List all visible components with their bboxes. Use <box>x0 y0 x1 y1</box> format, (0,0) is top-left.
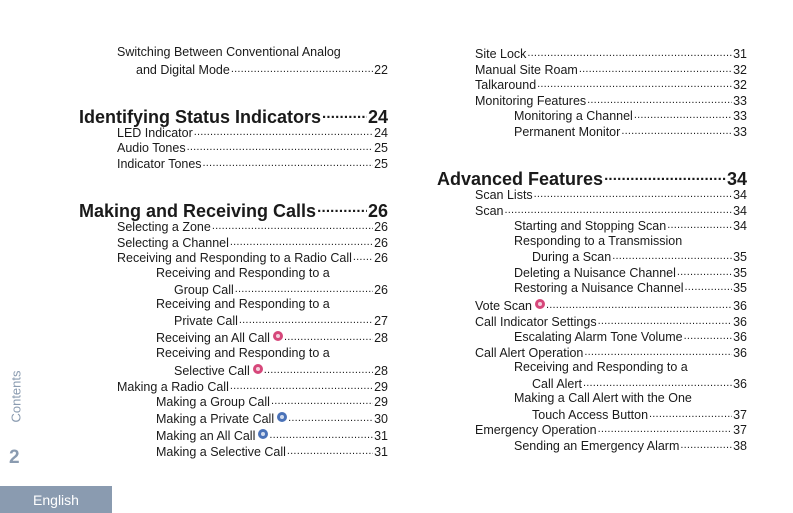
toc-label: Call Alert Operation <box>475 346 584 360</box>
leader-dots <box>284 330 373 345</box>
toc-entry-vote-scan[interactable] <box>475 298 747 314</box>
toc-label: Talkaround <box>475 78 537 92</box>
toc-label: Selecting a Zone <box>117 220 211 234</box>
leader-dots <box>587 93 732 108</box>
toc-entry-restoring-nuisance[interactable] <box>514 280 747 296</box>
page-number: 34 <box>733 219 747 233</box>
leader-dots <box>621 124 732 139</box>
toc-entry-call-alert-operation[interactable] <box>475 345 747 361</box>
page-number: 36 <box>733 346 747 360</box>
toc-label <box>156 412 287 427</box>
page-number: 24 <box>374 126 388 140</box>
toc-label: Monitoring Features <box>475 94 587 108</box>
toc-label: Deleting a Nuisance Channel <box>514 266 676 280</box>
language-tab[interactable]: English <box>0 486 112 513</box>
leader-dots <box>231 62 373 77</box>
toc-entry-start-stop-scan[interactable] <box>514 218 747 234</box>
toc-label-text: Making a Private Call <box>156 412 275 426</box>
page-number: 31 <box>733 47 747 61</box>
leader-dots <box>537 77 732 92</box>
toc-entry-switching[interactable] <box>136 62 388 78</box>
leader-dots <box>230 235 373 250</box>
section-label <box>2 366 30 426</box>
page-number: 22 <box>374 63 388 77</box>
leader-dots <box>230 379 373 394</box>
blue-feature-icon <box>258 429 268 439</box>
toc-entry-receiving-all-call[interactable] <box>156 330 388 346</box>
page-number: 27 <box>374 314 388 328</box>
toc-entry-manual-site-roam[interactable] <box>475 62 747 78</box>
toc-label: Manual Site Roam <box>475 63 578 77</box>
toc-label: Group Call <box>174 283 234 297</box>
leader-dots <box>203 156 374 171</box>
page-number: 35 <box>733 281 747 295</box>
toc-entry-talkaround[interactable] <box>475 77 747 93</box>
toc-entry-receiving-radio-call[interactable] <box>117 250 388 266</box>
page-number: 32 <box>733 78 747 92</box>
toc-label: Site Lock <box>475 47 527 61</box>
toc-entry-selecting-zone[interactable] <box>117 219 388 235</box>
page-number: 38 <box>733 439 747 453</box>
leader-dots <box>187 140 374 155</box>
toc-label: Receiving and Responding to a Radio Call <box>117 251 352 265</box>
leader-dots <box>598 422 733 437</box>
leader-dots <box>667 218 732 233</box>
toc-entry-call-indicator-settings[interactable] <box>475 314 747 330</box>
toc-entry-selecting-channel[interactable] <box>117 235 388 251</box>
toc-entry-call-alert-recv[interactable] <box>532 376 747 392</box>
toc-entry-permanent-monitor[interactable] <box>514 124 747 140</box>
heading-title: Advanced Features <box>437 169 604 189</box>
page-number: 26 <box>374 220 388 234</box>
toc-label: Monitoring a Channel <box>514 109 633 123</box>
toc-label: Selecting a Channel <box>117 236 229 250</box>
leader-dots <box>287 444 373 459</box>
toc-entry-group-call-line1[interactable]: Receiving and Responding to a <box>156 266 330 280</box>
leader-dots <box>239 313 373 328</box>
toc-label: LED Indicator <box>117 126 193 140</box>
toc-entry-monitoring-features[interactable] <box>475 93 747 109</box>
page-number: 26 <box>374 236 388 250</box>
page-number: 29 <box>374 380 388 394</box>
toc-label: Restoring a Nuisance Channel <box>514 281 684 295</box>
toc-entry-responding-transmission[interactable] <box>532 249 747 265</box>
toc-entry-audio-tones[interactable] <box>117 140 388 156</box>
leader-dots <box>598 314 733 329</box>
toc-entry-emergency-alarm[interactable] <box>514 438 747 454</box>
toc-entry-selective-call-recv[interactable] <box>174 363 388 379</box>
leader-dots <box>322 103 367 125</box>
toc-entry-call-alert-make[interactable] <box>532 407 747 423</box>
leader-dots <box>677 265 732 280</box>
toc-label <box>156 429 268 444</box>
leader-dots <box>288 411 373 426</box>
toc-label: Touch Access Button <box>532 408 649 422</box>
toc-entry-indicator-tones[interactable] <box>117 156 388 172</box>
toc-label: Call Alert <box>532 377 583 391</box>
toc-label: Making a Radio Call <box>117 380 229 394</box>
page-number: 36 <box>733 330 747 344</box>
toc-entry-site-lock[interactable] <box>475 46 747 62</box>
page-number: 25 <box>374 141 388 155</box>
section-label-text: Contents <box>8 369 24 423</box>
page-number: 35 <box>733 250 747 264</box>
toc-entry-monitoring-channel[interactable] <box>514 108 747 124</box>
page-number-footer: 2 <box>9 447 20 468</box>
page-number: 33 <box>733 125 747 139</box>
toc-entry-making-all-call[interactable] <box>156 428 388 444</box>
toc-entry-private-call-recv[interactable] <box>174 313 388 329</box>
toc-entry-selective-call-line1[interactable]: Receiving and Responding to a <box>156 346 330 360</box>
toc-entry-making-selective-call[interactable] <box>156 444 388 460</box>
leader-dots <box>194 125 373 140</box>
toc-entry-private-call-line1[interactable]: Receiving and Responding to a <box>156 297 330 311</box>
page-number: 33 <box>733 109 747 123</box>
page-number: 30 <box>374 412 388 426</box>
page-number: 33 <box>733 94 747 108</box>
page-number: 26 <box>367 201 388 221</box>
red-feature-icon <box>535 299 545 309</box>
toc-label <box>156 331 283 346</box>
leader-dots <box>264 363 373 378</box>
red-feature-icon <box>273 331 283 341</box>
leader-dots <box>269 428 373 443</box>
toc-label-text: Making an All Call <box>156 429 256 443</box>
page-number: 36 <box>733 377 747 391</box>
leader-dots <box>584 345 732 360</box>
red-feature-icon <box>253 364 263 374</box>
leader-dots <box>583 376 732 391</box>
leader-dots <box>579 62 732 77</box>
page-number: 32 <box>733 63 747 77</box>
toc-label: During a Scan <box>532 250 612 264</box>
heading-title: Making and Receiving Calls <box>79 201 317 221</box>
toc-entry-scan[interactable] <box>475 203 747 219</box>
toc-entry-making-radio-call[interactable] <box>117 379 388 395</box>
page-number: 31 <box>374 429 388 443</box>
page-number: 28 <box>374 331 388 345</box>
toc-label: and Digital Mode <box>136 63 230 77</box>
toc-label-text: Vote Scan <box>475 299 532 313</box>
toc-entry-emergency-operation[interactable] <box>475 422 747 438</box>
toc-label: Private Call <box>174 314 238 328</box>
page-number: 36 <box>733 299 747 313</box>
leader-dots <box>212 219 373 234</box>
toc-entry-call-alert-recv-line1[interactable]: Receiving and Responding to a <box>514 360 688 374</box>
page-number: 37 <box>733 423 747 437</box>
leader-dots <box>505 203 733 218</box>
heading-title: Identifying Status Indicators <box>79 107 322 127</box>
toc-label: Making a Group Call <box>156 395 270 409</box>
leader-dots <box>684 329 732 344</box>
leader-dots <box>235 282 373 297</box>
toc-entry-escalating-alarm[interactable] <box>514 329 747 345</box>
toc-entry-deleting-nuisance[interactable] <box>514 265 747 281</box>
leader-dots <box>604 165 726 187</box>
page-number: 35 <box>733 266 747 280</box>
leader-dots <box>634 108 732 123</box>
page-number: 29 <box>374 395 388 409</box>
toc-label: Starting and Stopping Scan <box>514 219 667 233</box>
toc-entry-making-group-call[interactable] <box>156 394 388 410</box>
toc-label: Scan <box>475 204 504 218</box>
toc-entry-call-alert-make-line1[interactable]: Making a Call Alert with the One <box>514 391 692 405</box>
toc-entry-responding-transmission-line1[interactable]: Responding to a Transmission <box>514 234 683 248</box>
leader-dots <box>353 250 373 265</box>
toc-label: Escalating Alarm Tone Volume <box>514 330 683 344</box>
leader-dots <box>271 394 373 409</box>
page-number: 36 <box>733 315 747 329</box>
page-number: 37 <box>733 408 747 422</box>
leader-dots <box>546 298 732 313</box>
toc-entry-making-private-call[interactable] <box>156 411 388 427</box>
leader-dots <box>317 197 367 219</box>
toc-label: Permanent Monitor <box>514 125 621 139</box>
page-number: 31 <box>374 445 388 459</box>
page-number: 25 <box>374 157 388 171</box>
leader-dots <box>534 187 732 202</box>
page-number: 28 <box>374 364 388 378</box>
toc-label: Making a Selective Call <box>156 445 286 459</box>
leader-dots <box>649 407 732 422</box>
toc-label-text: Selective Call <box>174 364 250 378</box>
toc-label-text: Receiving an All Call <box>156 331 270 345</box>
page-number: 26 <box>374 251 388 265</box>
leader-dots <box>527 46 732 61</box>
toc-label <box>174 364 263 379</box>
toc-entry-group-call-recv[interactable] <box>174 282 388 298</box>
toc-label: Sending an Emergency Alarm <box>514 439 680 453</box>
page-number: 26 <box>374 283 388 297</box>
page-number: 34 <box>733 204 747 218</box>
toc-label: Emergency Operation <box>475 423 597 437</box>
toc-label: Scan Lists <box>475 188 533 202</box>
blue-feature-icon <box>277 412 287 422</box>
toc-label: Call Indicator Settings <box>475 315 597 329</box>
page-number: 34 <box>733 188 747 202</box>
leader-dots <box>685 280 733 295</box>
toc-entry-led-indicator[interactable] <box>117 125 388 141</box>
leader-dots <box>612 249 732 264</box>
page-number: 24 <box>367 107 388 127</box>
leader-dots <box>680 438 732 453</box>
toc-entry-scan-lists[interactable] <box>475 187 747 203</box>
toc-label: Audio Tones <box>117 141 186 155</box>
page-number: 34 <box>726 169 747 189</box>
toc-label <box>475 299 545 314</box>
toc-label: Indicator Tones <box>117 157 202 171</box>
toc-entry-switching-line1[interactable]: Switching Between Conventional Analog <box>117 45 341 59</box>
